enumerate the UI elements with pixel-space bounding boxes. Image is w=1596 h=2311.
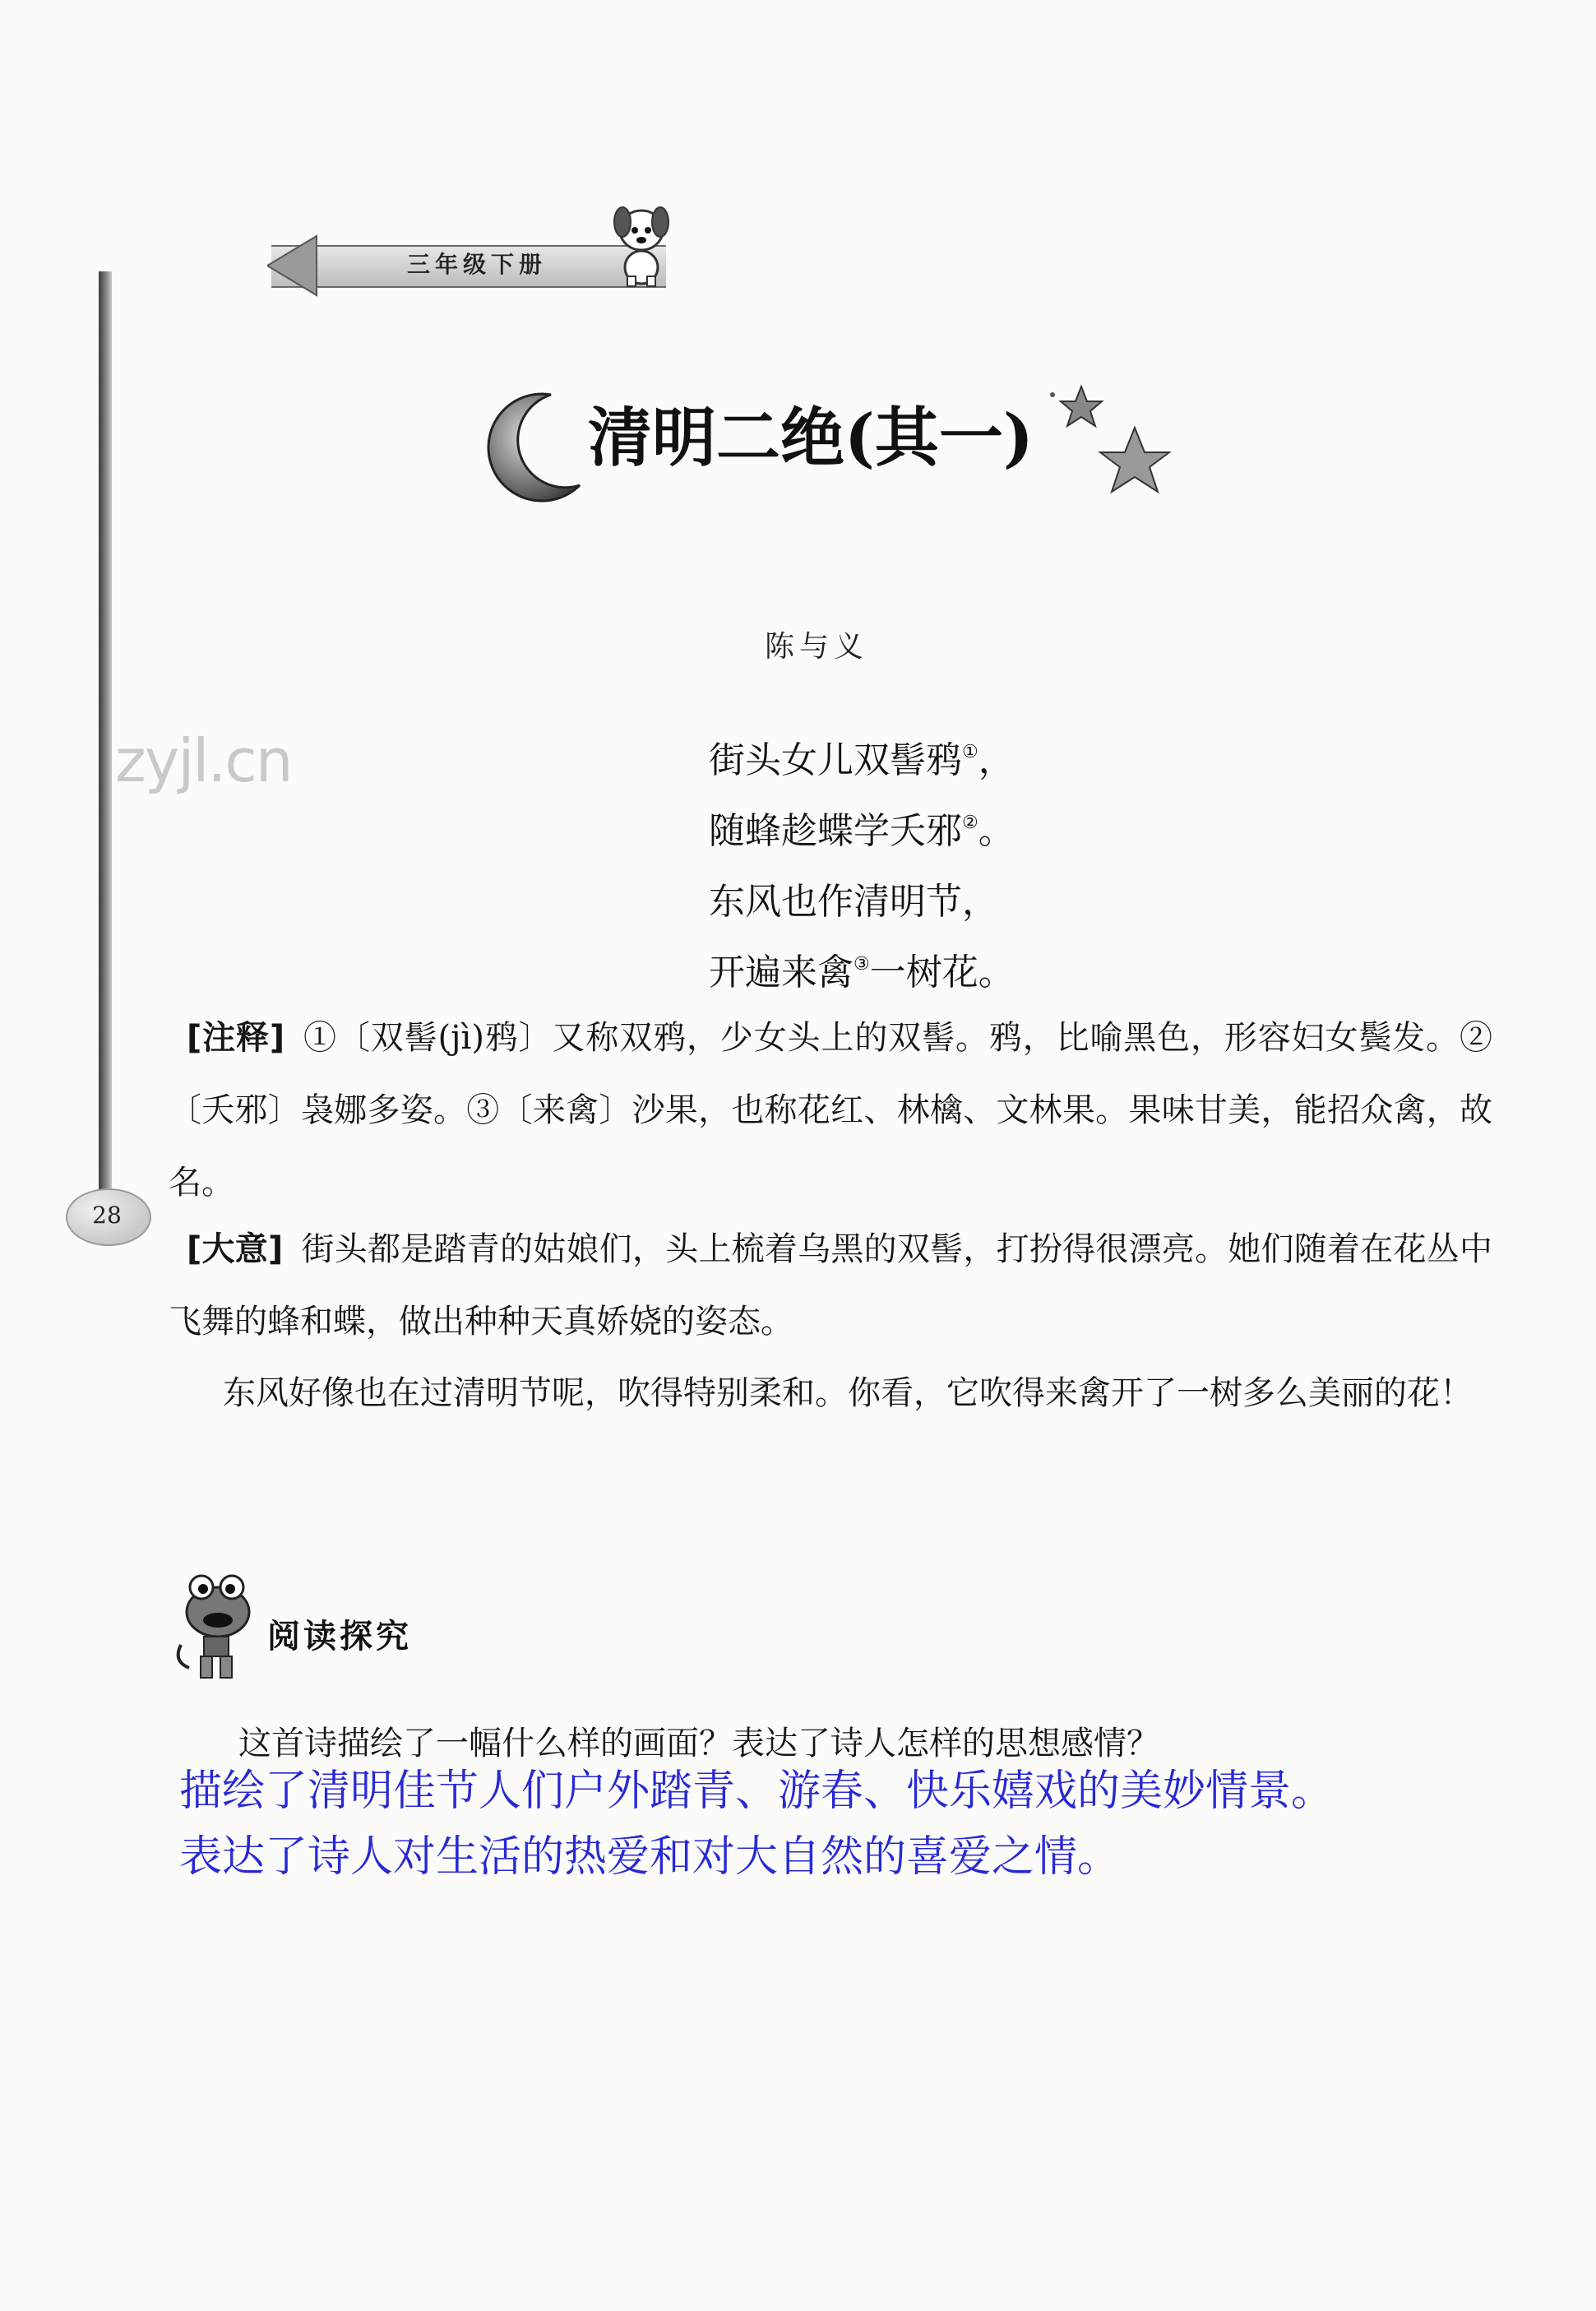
question-text: 这首诗描绘了一幅什么样的画面？表达了诗人怎样的思想感情？ <box>238 1725 1159 1762</box>
poem-line-3: 东风也作清明节， <box>709 881 998 923</box>
poem-line-2: 随蜂趁蝶学夭邪②。 <box>709 810 1015 852</box>
poem-title: 清明二绝(其一) <box>588 401 1034 475</box>
notes-label: [注释] <box>187 1019 285 1057</box>
stars-icon <box>1044 370 1184 518</box>
poem-line-1: 街头女儿双髻鸦①， <box>709 739 1015 781</box>
page-number: 28 <box>92 1202 122 1229</box>
crescent-moon-icon <box>473 387 588 510</box>
arrow-left-icon <box>267 234 333 297</box>
dog-mascot-icon <box>604 197 678 288</box>
meaning-label: [大意] <box>187 1230 284 1268</box>
meaning-text: 街头都是踏青的姑娘们，头上梳着乌黑的双髻，打扮得很漂亮。她们随着在花丛中飞舞的蜂和蝶，做出种种天真娇娆的姿态。 <box>169 1230 1493 1341</box>
notes-paragraph <box>169 1002 1492 1219</box>
handwritten-answer-2: 表达了诗人对生活的热爱和对大自然的喜爱之情。 <box>179 1832 1121 1882</box>
section-title: 阅读探究 <box>267 1618 412 1656</box>
watermark: zyjl.cn <box>115 726 292 795</box>
handwritten-answer-1: 描绘了清明佳节人们户外踏青、游春、快乐嬉戏的美妙情景。 <box>179 1767 1335 1816</box>
meaning-text-2: 东风好像也在过清明节呢，吹得特别柔和。你看，它吹得来禽开了一树多么美丽的花！ <box>223 1374 1473 1412</box>
poem-line-4: 开遍来禽③一树花。 <box>709 952 1015 993</box>
grade-label: 三年级下册 <box>406 251 547 278</box>
poem-author: 陈与义 <box>765 630 869 664</box>
frog-mascot-icon <box>173 1563 263 1686</box>
meaning-paragraph-2 <box>169 1357 1492 1502</box>
notes-text: ①〔双髻(jì)鸦〕又称双鸦，少女头上的双髻。鸦，比喻黑色，形容妇女鬓发。②〔夭邪〕袅娜多姿。③〔来禽〕沙果，也称花红、林檎、文林果。果味甘美，能招众禽，故名。 <box>169 1019 1493 1202</box>
left-margin-rule <box>99 271 112 1225</box>
meaning-paragraph <box>169 1213 1492 1358</box>
